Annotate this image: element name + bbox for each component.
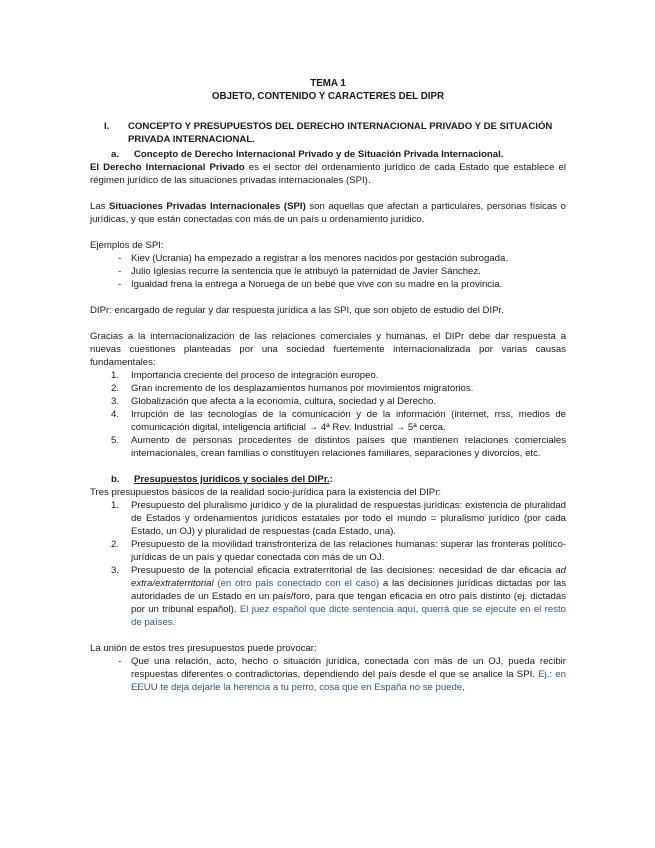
subsection-heading-a [90,148,566,161]
text-run: Presupuesto de la potencial eficacia extraterritorial de las decisiones: necesidad de dar eficacia [131,565,556,576]
item-number: 2. [111,539,120,550]
item-number: 5. [111,435,120,446]
item-number: 2. [111,383,120,394]
text-run: Que una relación, acto, hecho o situación jurídica, conectada con más de un OJ, pueda recibir respuestas diferentes o contradictorias, dependiendo del país desde el que se analice la SPI. [131,656,566,680]
list-item: - Que una relación, acto, hecho o situación jurídica, conectada con más de un OJ, pueda recibir respuestas diferentes o contradictorias, dependiendo del país desde el que se analice la SPI. Ej.: en EEUU te deja dejarle la herencia a tu perro, cosa que en España no se puede, [118,656,566,693]
example-text: Igualdad frena la entrega a Noruega de un bebé que vive con su madre en la provincia. [131,279,503,290]
term-spi: Situaciones Privadas Internacionales (SPI) [109,201,306,212]
list-item [90,395,566,408]
paragraph-causes-intro: Gracias a la internacionalización de las relaciones comerciales y humanas, el DIPr debe dar respuesta a nuevas cuestiones planteadas por una sociedad fuertemente internacionalizada por varias causas fundamentales: [90,331,566,368]
text-run: a las decisiones jurídicas dictadas por las autoridades de un Estado en un país/foro, para que tengan eficacia en otro país distinto (ej. dictadas por un tribunal español). [131,578,566,615]
union-list [90,655,566,694]
item-number: 1. [111,500,120,511]
topic-title: OBJETO, CONTENIDO Y CARACTERES DEL DIPR [211,91,445,102]
italic-term: ad extra/extraterritorial [131,565,566,589]
list-item [90,564,566,629]
subsection-letter-a: a. [111,149,120,160]
blue-note: (en otro país conectado con el caso) [213,578,380,589]
list-item [90,538,566,564]
title-suffix: : [329,474,333,485]
presupuesto-text: Presupuesto del pluralismo jurídico y de la pluralidad de respuestas jurídicas: existencia de pluralidad de Estados y ordenamientos jurídicos estatales por todo el mundo = pluralismo jurídico (por cada Estado, un OJ) y pluralidad de respuestas (cada Estado, una). [131,500,566,537]
list-item: - Kiev (Ucrania) ha empezado a registrar a los menores nacidos por gestación subrogada. [90,252,566,265]
section-title: CONCEPTO Y PRESUPUESTOS DEL DERECHO INTERNACIONAL PRIVADO Y DE SITUACIÓN PRIVADA INTERNACIONAL. [128,121,553,145]
item-number: 1. [111,370,120,381]
list-item [90,369,566,382]
presupuestos-list [90,499,566,629]
list-item [90,408,566,434]
paragraph-three-presupuestos: Tres presupuestos básicos de la realidad socio-jurídica para la existencia del DIPr: [90,487,442,498]
list-item [90,434,566,460]
examples-list [90,252,566,291]
definition-text: es el sector del ordenamiento jurídico de cada Estado que establece el régimen jurídico de las situaciones privadas internacionales (SPI). [90,162,566,186]
paragraph-dipr-definition [90,161,566,187]
paragraph-union: La unión de estos tres presupuestos puede provocar: [90,643,317,654]
list-item: - Igualdad frena la entrega a Noruega de un bebé que vive con su madre en la provincia. [90,278,566,291]
list-item [90,382,566,395]
examples-heading: Ejemplos de SPI: [90,240,164,251]
list-item [90,499,566,538]
cause-text: Globalización que afecta a la economía, cultura, sociedad y al Derecho. [131,396,437,407]
item-number: 4. [111,409,120,420]
section-heading-1 [90,120,566,146]
presupuesto-text: Presupuesto de la movilidad transfronteriza de las relaciones humanas: superar las fronteras político-jurídicas de un país y quedar conectada con más de un OJ. [131,539,566,563]
subsection-title-b: Presupuestos jurídicos y sociales del DIPr. [134,474,330,485]
cause-text: Irrupción de las tecnologías de la comunicación y de la información (internet, rrss, medios de comunicación digital, inteligencia artificial → 4ª Rev. Industrial → 5ª cerca. [131,409,566,433]
paragraph-spi-definition [90,200,566,226]
cause-text: Importancia creciente del proceso de integración europeo. [131,370,379,381]
cause-text: Aumento de personas procedentes de distintos países que mantienen relaciones comerciales internacionales, crean familias o constituyen relaciones familiares, separaciones y divorcios, etc. [131,435,566,459]
list-item: - Julio Iglesias recurre la sentencia que le atribuyó la paternidad de Javier Sánchez. [90,265,566,278]
spi-prefix: Las [90,201,110,212]
subsection-heading-b [90,473,566,486]
causes-list [90,369,566,460]
blue-note: El juez español que dicte sentencia aquí, querrá que se ejecute en el resto de países. [131,604,566,628]
cause-text: Gran incremento de los desplazamientos humanos por movimientos migratorios. [131,383,474,394]
item-number: 3. [111,396,120,407]
presupuesto-text [131,564,566,629]
term-dipr: El Derecho Internacional Privado [90,162,245,173]
item-number: 3. [111,565,120,576]
document-page [90,77,566,694]
union-text [131,655,566,694]
subsection-title-a: Concepto de Derecho Internacional Privado y de Situación Privada Internacional. [134,149,504,160]
topic-number: TEMA 1 [310,78,346,89]
subsection-letter-b: b. [111,474,120,485]
section-number: I. [104,121,110,132]
spi-definition-text: son aquellas que afectan a particulares, personas físicas o jurídicas, y que están conectadas con más de un país u ordenamiento jurídico. [90,201,566,225]
example-text: Kiev (Ucrania) ha empezado a registrar a los menores nacidos por gestación subrogada. [131,253,509,264]
blue-note: Ej.: en EEUU te deja dejarle la herencia a tu perro, cosa que en España no se puede, [131,669,566,693]
paragraph-dipr-role: DIPr: encargado de regular y dar respuesta jurídica a las SPI, que son objeto de estudio del DIPr. [90,305,504,316]
example-text: Julio Iglesias recurre la sentencia que le atribuyó la paternidad de Javier Sánchez. [131,266,481,277]
